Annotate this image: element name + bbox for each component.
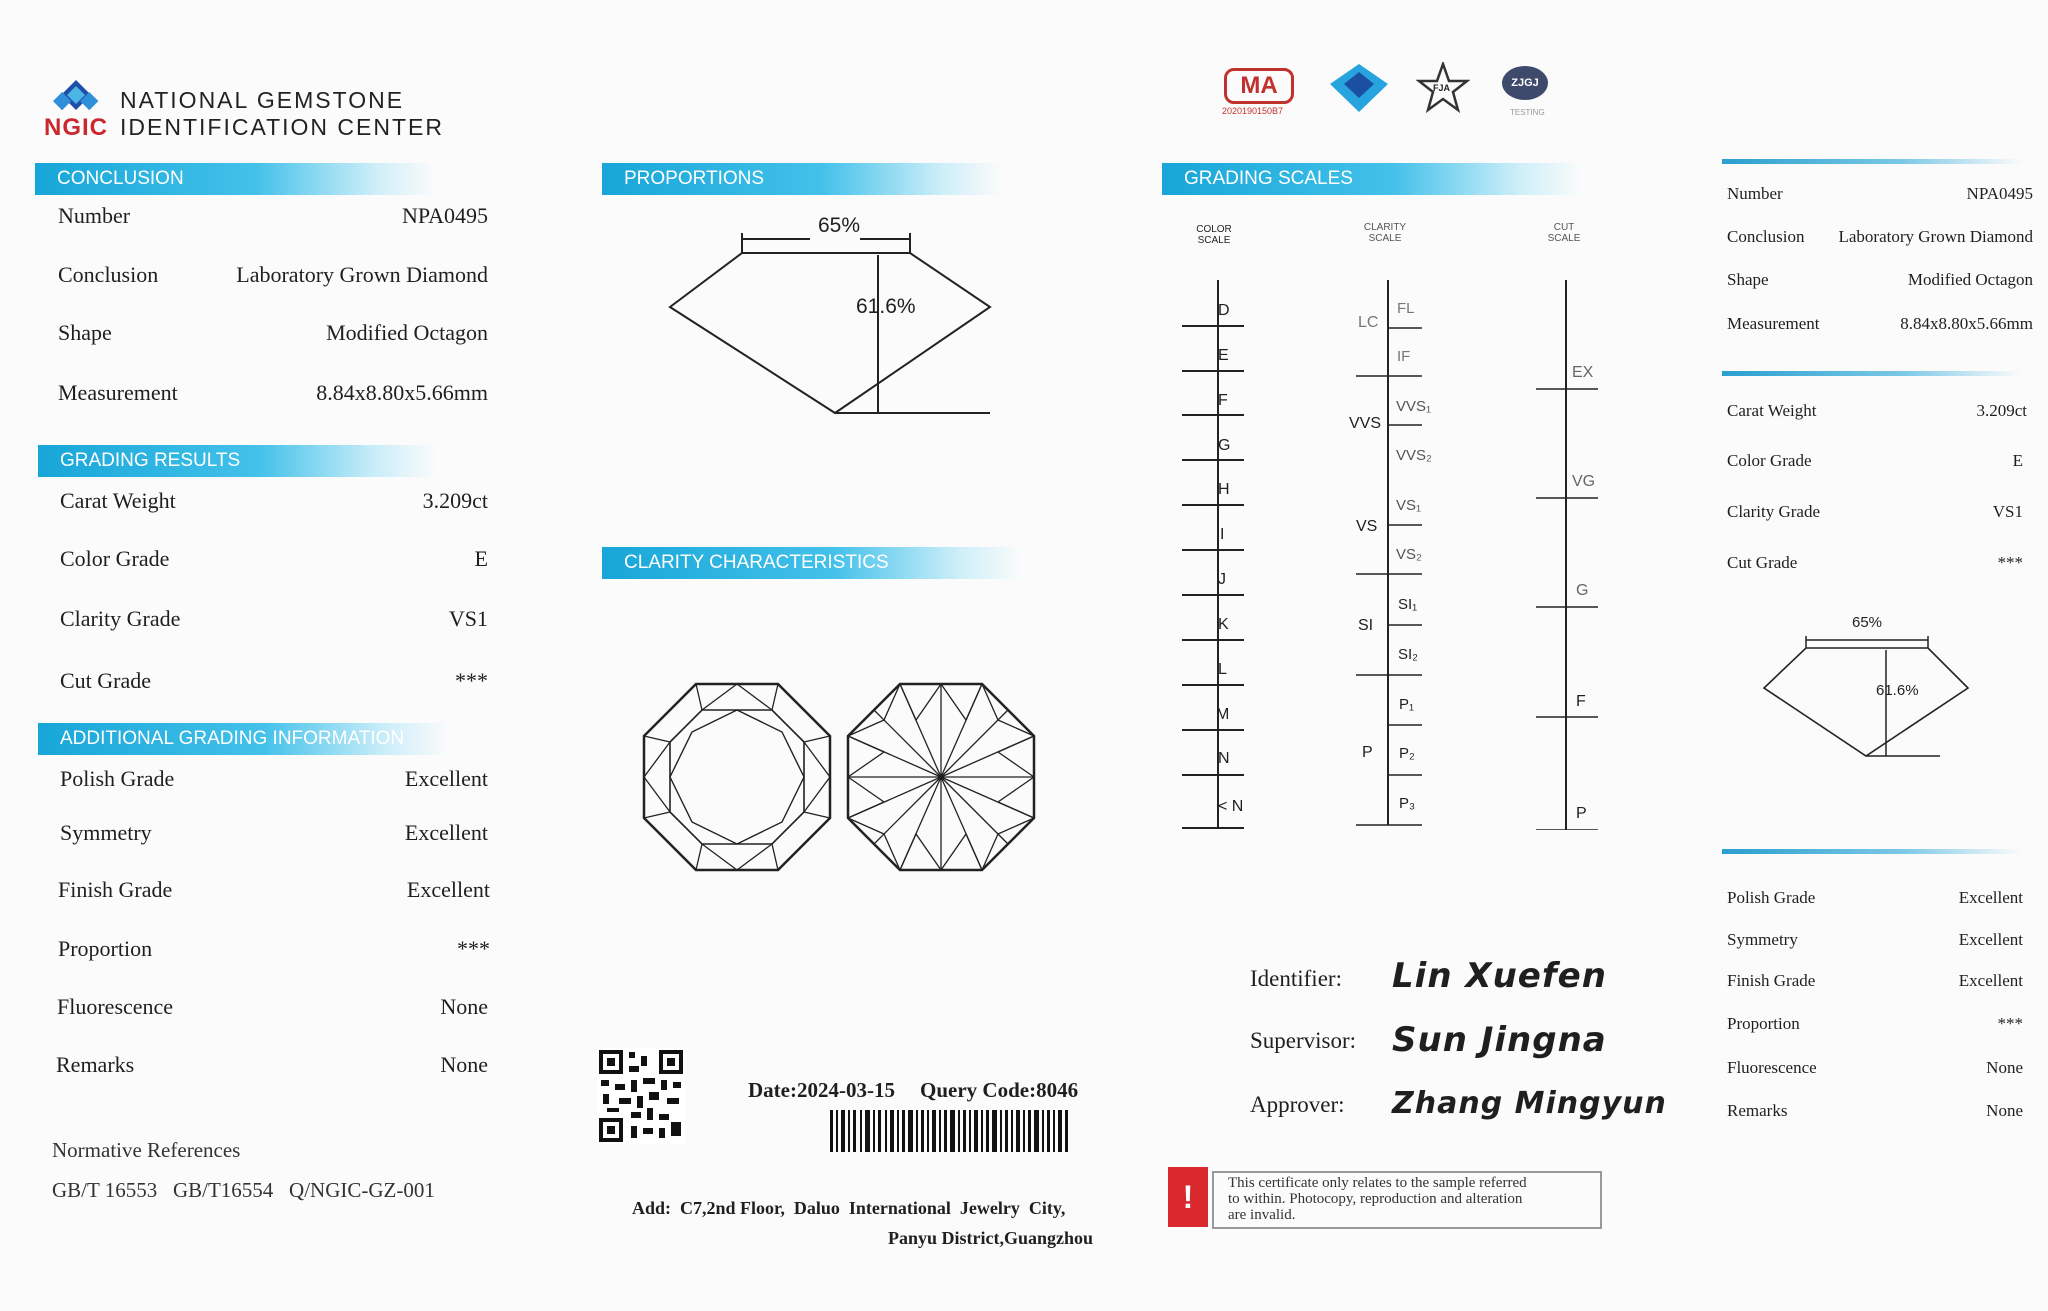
summary-proportions-diagram	[1762, 630, 1974, 762]
summary-row-fluorescence	[1727, 1058, 2023, 1078]
approver-signature: Zhang Mingyun	[1392, 1086, 1667, 1121]
table-percent: 65%	[818, 214, 861, 237]
normative-refs: GB/T 16553 GB/T16554 Q/NGIC-GZ-001	[52, 1178, 435, 1202]
ma-number: 2020190150B7	[1222, 106, 1284, 116]
normative-title: Normative References	[52, 1138, 241, 1162]
cut-grade-VG: VG	[1572, 473, 1596, 490]
conclusion-row-number	[58, 203, 488, 229]
clarity-group-VVS: VVS	[1349, 415, 1382, 432]
row-label: Number	[1727, 184, 1783, 203]
row-label: Carat Weight	[60, 488, 176, 513]
color-grade-G: G	[1218, 437, 1231, 454]
row-label: Fluorescence	[57, 994, 174, 1019]
row-value: 3.209ct	[422, 488, 488, 513]
date-text: Date:2024-03-15	[748, 1078, 895, 1102]
row-label: Proportion	[1727, 1014, 1800, 1033]
conclusion-row-measurement	[58, 380, 488, 406]
row-value: None	[440, 1052, 488, 1077]
summary-row-clarity	[1727, 502, 2023, 522]
address-line-1: Add: C7,2nd Floor, Daluo International Jewelry City,	[632, 1198, 1066, 1218]
cut-grade-F: F	[1576, 693, 1586, 710]
summary-depth-percent: 61.6%	[1876, 682, 1919, 699]
proportions-band: PROPORTIONS	[602, 163, 1002, 195]
row-value: 8.84x8.80x5.66mm	[316, 380, 488, 405]
clarity-grade-P3: P₃	[1399, 795, 1416, 812]
color-grade-L: L	[1218, 661, 1227, 678]
color-scale-label	[1196, 224, 1232, 246]
row-label: Color Grade	[60, 546, 170, 571]
notice-line-2: to within. Photocopy, reproduction and alteration	[1228, 1191, 1523, 1207]
summary-row-symmetry	[1727, 930, 2023, 950]
summary-divider-1	[1722, 159, 2022, 164]
row-label: Conclusion	[58, 262, 159, 287]
row-value: ***	[455, 668, 488, 693]
org-name-line1: NATIONAL GEMSTONE	[120, 87, 405, 113]
row-label: Measurement	[58, 380, 178, 405]
grading-results-band: GRADING RESULTS	[38, 445, 438, 477]
supervisor-label: Supervisor:	[1250, 1028, 1357, 1053]
row-value: ***	[1997, 1014, 2023, 1033]
row-label: Color Grade	[1727, 451, 1812, 470]
cut-grade-G: G	[1576, 582, 1589, 599]
results-row-carat	[60, 488, 488, 514]
org-name-line2: IDENTIFICATION CENTER	[120, 114, 444, 140]
row-value: E	[2012, 451, 2023, 470]
clarity-grade-P2: P₂	[1399, 745, 1415, 762]
org-abbr: NGIC	[44, 114, 108, 141]
additional-row-remarks	[56, 1052, 488, 1078]
row-value: None	[1986, 1058, 2023, 1077]
row-value: ***	[1997, 553, 2023, 572]
row-value: None	[440, 994, 488, 1019]
row-label: Conclusion	[1727, 227, 1805, 246]
color-grade-N: N	[1218, 750, 1230, 767]
ma-mark-text: MA	[1240, 72, 1278, 99]
notice-line-3: are invalid.	[1228, 1207, 1296, 1223]
row-label: Shape	[1727, 270, 1769, 289]
summary-row-finish	[1727, 971, 2023, 991]
clarity-grade-FL: FL	[1397, 300, 1415, 317]
conclusion-band: CONCLUSION	[35, 163, 435, 195]
row-label: Remarks	[56, 1052, 135, 1077]
cut-scale-lines	[1534, 280, 1604, 830]
color-grade-F: F	[1218, 392, 1228, 409]
identifier-signature: Lin Xuefen	[1392, 956, 1607, 996]
results-row-color	[60, 546, 488, 572]
color-grade-D: D	[1218, 302, 1230, 319]
row-value: VS1	[448, 606, 488, 631]
fja-mark-text: FJA	[1433, 83, 1451, 93]
row-label: Finish Grade	[1727, 971, 1816, 990]
clarity-characteristics-band: CLARITY CHARACTERISTICS	[602, 547, 1022, 579]
cut-grade-EX: EX	[1572, 364, 1594, 381]
row-label: Measurement	[1727, 314, 1820, 333]
summary-row-shape	[1727, 270, 2033, 290]
additional-row-polish	[60, 766, 488, 792]
row-label: Polish Grade	[1727, 888, 1816, 907]
row-value: Laboratory Grown Diamond	[236, 262, 488, 287]
results-row-clarity	[60, 606, 488, 632]
clarity-group-LC: LC	[1358, 314, 1379, 331]
query-code: Query Code:8046	[920, 1078, 1079, 1102]
row-value: 3.209ct	[1976, 401, 2027, 420]
color-grade-I: I	[1220, 526, 1225, 543]
row-value: Modified Octagon	[1907, 270, 2033, 289]
additional-row-finish	[58, 877, 490, 903]
summary-divider-2	[1722, 371, 2022, 376]
row-value: NPA0495	[1966, 184, 2033, 203]
summary-row-color	[1727, 451, 2023, 471]
row-value: Excellent	[404, 820, 488, 845]
clarity-grade-VVS1: VVS₁	[1396, 398, 1432, 415]
warning-icon: !	[1168, 1167, 1208, 1227]
color-grade-H: H	[1218, 481, 1230, 498]
clarity-grade-SI2: SI₂	[1398, 646, 1418, 663]
clarity-grade-VVS2: VVS₂	[1396, 447, 1432, 464]
grading-scales-band: GRADING SCALES	[1162, 163, 1582, 195]
color-grade-J: J	[1218, 571, 1226, 588]
summary-row-remarks	[1727, 1101, 2023, 1121]
color-scale-label-1: COLOR	[1196, 224, 1232, 235]
row-value: VS1	[1992, 502, 2023, 521]
notice-box	[1168, 1167, 1612, 1239]
crown-view-diagram	[640, 680, 834, 874]
row-label: Carat Weight	[1727, 401, 1817, 420]
row-label: Shape	[58, 320, 112, 345]
row-label: Polish Grade	[60, 766, 175, 791]
color-grade-below-N: < N	[1218, 798, 1244, 815]
notice-line-1: This certificate only relates to the sample referred	[1228, 1175, 1527, 1191]
row-label: Cut Grade	[1727, 553, 1798, 572]
ma-mark-icon	[1224, 68, 1294, 104]
row-value: E	[474, 546, 488, 571]
row-label: Fluorescence	[1727, 1058, 1817, 1077]
row-value: Excellent	[1958, 971, 2023, 990]
notice-text	[1212, 1171, 1602, 1229]
row-value: Excellent	[1958, 888, 2023, 907]
additional-row-symmetry	[60, 820, 488, 846]
zjgj-mark-text: ZJGJ	[1511, 77, 1539, 89]
row-value: Modified Octagon	[326, 320, 488, 345]
clarity-scale-label-2: SCALE	[1368, 233, 1402, 244]
summary-divider-3	[1722, 849, 2022, 854]
conclusion-row-shape	[58, 320, 488, 346]
clarity-grade-IF: IF	[1397, 348, 1411, 365]
additional-info-band: ADDITIONAL GRADING INFORMATION	[38, 723, 448, 755]
row-label: Proportion	[58, 936, 153, 961]
clarity-grade-P1: P₁	[1399, 696, 1415, 713]
conclusion-row-conclusion	[58, 262, 488, 288]
row-label: Remarks	[1727, 1101, 1788, 1120]
summary-row-carat	[1727, 401, 2027, 421]
row-label: Finish Grade	[58, 877, 173, 902]
summary-row-conclusion	[1727, 227, 2033, 247]
color-grade-M: M	[1216, 706, 1230, 723]
color-grade-E: E	[1218, 347, 1229, 364]
certification-marks	[1220, 62, 1560, 122]
additional-row-fluorescence	[57, 994, 488, 1020]
summary-table-percent: 65%	[1852, 614, 1883, 631]
row-label: Clarity Grade	[1727, 502, 1820, 521]
row-label: Cut Grade	[60, 668, 152, 693]
barcode[interactable]	[830, 1110, 1070, 1152]
cut-scale-label-1: CUT	[1553, 222, 1575, 233]
row-value: 8.84x8.80x5.66mm	[1900, 314, 2033, 333]
row-value: NPA0495	[402, 203, 488, 228]
row-value: Excellent	[406, 877, 490, 902]
supervisor-signature: Sun Jingna	[1392, 1020, 1607, 1060]
row-value: None	[1986, 1101, 2023, 1120]
pavilion-view-diagram	[844, 680, 1038, 874]
additional-row-proportion	[58, 936, 490, 962]
clarity-grade-VS2: VS₂	[1396, 546, 1422, 563]
address-line-2: Panyu District,Guangzhou	[888, 1228, 1094, 1248]
color-scale-label-2: SCALE	[1197, 235, 1231, 246]
results-row-cut	[60, 668, 488, 694]
row-value: Excellent	[1958, 930, 2023, 949]
clarity-group-P: P	[1362, 744, 1373, 761]
qr-code[interactable]	[597, 1048, 685, 1144]
color-grade-K: K	[1218, 616, 1229, 633]
clarity-group-SI: SI	[1358, 617, 1374, 634]
clarity-grade-VS1: VS₁	[1396, 497, 1422, 514]
row-label: Number	[58, 203, 131, 228]
clarity-group-VS: VS	[1356, 518, 1378, 535]
clarity-scale-label-1: CLARITY	[1363, 222, 1407, 233]
row-label: Symmetry	[60, 820, 152, 845]
proportions-diagram	[660, 215, 1000, 425]
cut-scale-label-2: SCALE	[1547, 233, 1581, 244]
summary-row-polish	[1727, 888, 2023, 908]
clarity-scale-label	[1362, 222, 1408, 244]
zjgj-subtext: TESTING	[1510, 108, 1545, 117]
depth-percent: 61.6%	[856, 295, 916, 318]
approver-label: Approver:	[1250, 1092, 1345, 1117]
color-scale-lines	[1180, 280, 1250, 830]
identifier-label: Identifier:	[1250, 966, 1342, 991]
ngic-mark-icon	[1328, 62, 1390, 114]
cut-scale-label	[1546, 222, 1582, 244]
summary-row-number	[1727, 184, 2033, 204]
row-value: ***	[457, 936, 490, 961]
row-value: Excellent	[404, 766, 488, 791]
zjgj-mark-icon	[1502, 66, 1548, 100]
cut-grade-P: P	[1576, 805, 1587, 822]
row-value: Laboratory Grown Diamond	[1838, 227, 2033, 246]
row-label: Clarity Grade	[60, 606, 181, 631]
clarity-grade-SI1: SI₁	[1398, 596, 1418, 613]
row-label: Symmetry	[1727, 930, 1798, 949]
summary-row-cut	[1727, 553, 2023, 573]
summary-row-measurement	[1727, 314, 2033, 334]
summary-row-proportion	[1727, 1014, 2023, 1034]
